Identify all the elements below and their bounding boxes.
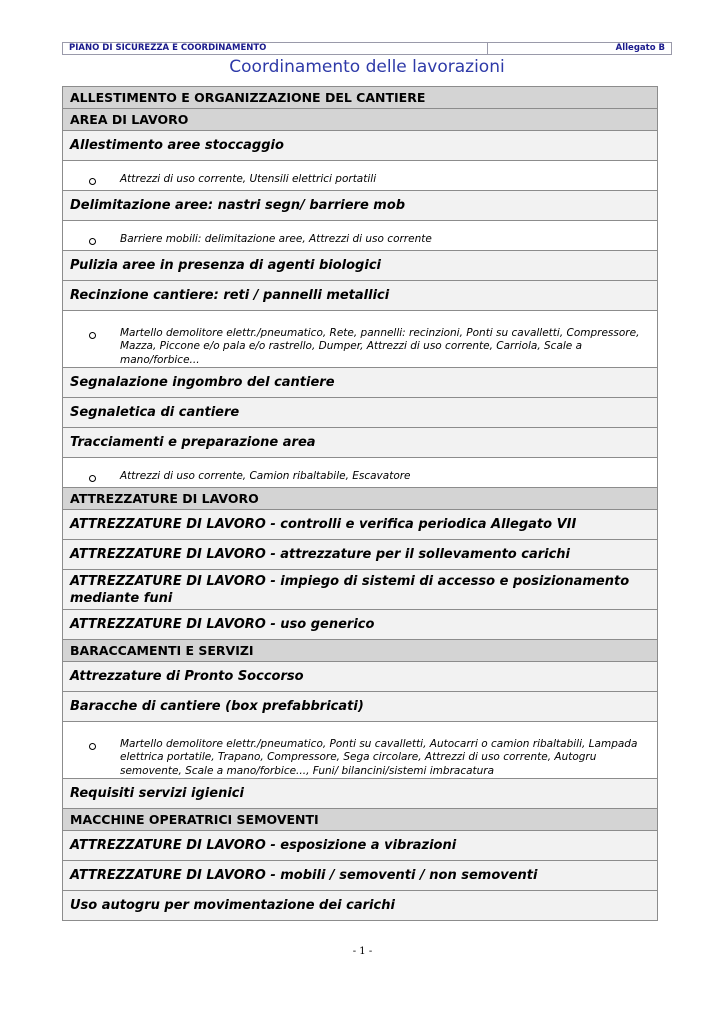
activity-title: ATTREZZATURE DI LAVORO - impiego di sistemi di accesso e posizionamento mediante funi (70, 573, 630, 606)
table-cell (63, 488, 658, 510)
table-cell (63, 131, 658, 161)
table-cell (63, 311, 658, 368)
table-cell (63, 779, 658, 809)
table-cell (63, 809, 658, 831)
page-title: Coordinamento delle lavorazioni (229, 57, 505, 77)
section-header-row (63, 109, 658, 131)
equipment-list-item (70, 738, 650, 779)
table-cell (63, 692, 658, 722)
activity-title: Allestimento aree stoccaggio (70, 138, 284, 153)
activity-row (63, 891, 658, 921)
section-title: ALLESTIMENTO E ORGANIZZAZIONE DEL CANTIERE (70, 90, 426, 105)
activity-title: Segnaletica di cantiere (70, 405, 240, 420)
activity-row (63, 251, 658, 281)
activity-row (63, 692, 658, 722)
activity-title: Attrezzature di Pronto Soccorso (70, 669, 304, 684)
circle-bullet-icon (70, 738, 111, 755)
table-cell (63, 428, 658, 458)
table-cell (63, 662, 658, 692)
activity-title: Delimitazione aree: nastri segn/ barriere mob (70, 198, 406, 213)
table-cell (63, 368, 658, 398)
equipment-list-item (70, 470, 650, 487)
page-header (62, 42, 672, 55)
section-header-row (63, 488, 658, 510)
activity-row (63, 281, 658, 311)
equipment-detail-row (63, 161, 658, 191)
activity-row (63, 191, 658, 221)
activity-row (63, 831, 658, 861)
equipment-list-text: Martello demolitore elettr./pneumatico, Rete, pannelli: recinzioni, Ponti su cavalletti, Compressore, Mazza, Piccone e/o pala e/o rastrello, Dumper, Attrezzi di uso corrente, Carriola, Scale a mano/forbice... (120, 326, 640, 366)
activity-title: ATTREZZATURE DI LAVORO - uso generico (70, 617, 375, 632)
equipment-detail-row (63, 458, 658, 488)
activity-title: ATTREZZATURE DI LAVORO - esposizione a vibrazioni (70, 838, 457, 853)
activity-title: Tracciamenti e preparazione area (70, 435, 316, 450)
table-cell (63, 87, 658, 109)
table-cell (63, 510, 658, 540)
header-document-title: PIANO DI SICUREZZA E COORDINAMENTO (63, 43, 488, 54)
circle-bullet-icon (70, 173, 111, 190)
section-title: AREA DI LAVORO (70, 112, 189, 127)
activity-title: ATTREZZATURE DI LAVORO - controlli e verifica periodica Allegato VII (70, 517, 577, 532)
section-header-row (63, 640, 658, 662)
equipment-list-item (70, 327, 650, 368)
activity-row (63, 510, 658, 540)
circle-bullet-icon (70, 327, 111, 344)
table-cell (63, 281, 658, 311)
table-cell (63, 891, 658, 921)
table-cell (63, 640, 658, 662)
equipment-detail-row (63, 221, 658, 251)
equipment-list-text: Attrezzi di uso corrente, Camion ribaltabile, Escavatore (120, 470, 411, 482)
activity-row (63, 131, 658, 161)
table-cell (63, 221, 658, 251)
activity-row (63, 540, 658, 570)
activity-title: Requisiti servizi igienici (70, 786, 244, 801)
table-cell (63, 861, 658, 891)
section-title: MACCHINE OPERATRICI SEMOVENTI (70, 812, 319, 827)
section-header-row (63, 87, 658, 109)
coordination-table (62, 86, 658, 921)
table-cell (63, 540, 658, 570)
activity-title: ATTREZZATURE DI LAVORO - attrezzature per il sollevamento carichi (70, 547, 571, 562)
table-cell (63, 570, 658, 610)
equipment-detail-row (63, 722, 658, 779)
equipment-list-item (70, 233, 650, 250)
header-attachment-label: Allegato B (615, 43, 665, 53)
equipment-list-text: Martello demolitore elettr./pneumatico, Ponti su cavalletti, Autocarri o camion ribaltabili, Lampada elettrica portatile, Trapano, Compressore, Sega circolare, Attrezzi di uso corrente, Autogru semovente, Scale a mano/forbice..., Funi/ bilancini/sistemi imbracatura (120, 737, 638, 777)
section-title: BARACCAMENTI E SERVIZI (70, 643, 254, 658)
equipment-list-item (70, 173, 650, 190)
table-cell (63, 398, 658, 428)
activity-row (63, 779, 658, 809)
equipment-detail-row (63, 311, 658, 368)
circle-bullet-icon (70, 470, 111, 487)
table-cell (63, 610, 658, 640)
activity-title: Pulizia aree in presenza di agenti biologici (70, 258, 381, 273)
table-cell (63, 458, 658, 488)
activity-title: Segnalazione ingombro del cantiere (70, 375, 335, 390)
activity-row (63, 610, 658, 640)
activity-row (63, 861, 658, 891)
activity-row (63, 398, 658, 428)
table-cell (63, 191, 658, 221)
activity-title: Baracche di cantiere (box prefabbricati) (70, 699, 364, 714)
activity-row (63, 368, 658, 398)
table-cell (63, 831, 658, 861)
table-cell (63, 161, 658, 191)
activity-row (63, 570, 658, 610)
section-title: ATTREZZATURE DI LAVORO (70, 491, 259, 506)
activity-title: ATTREZZATURE DI LAVORO - mobili / semoventi / non semoventi (70, 868, 538, 883)
table-cell (63, 722, 658, 779)
equipment-list-text: Barriere mobili: delimitazione aree, Attrezzi di uso corrente (120, 233, 432, 245)
activity-title: Recinzione cantiere: reti / pannelli metallici (70, 288, 390, 303)
table-cell (63, 109, 658, 131)
page-number: - 1 - (352, 946, 373, 957)
circle-bullet-icon (70, 233, 111, 250)
activity-title: Uso autogru per movimentazione dei carichi (70, 898, 395, 913)
activity-row (63, 428, 658, 458)
section-header-row (63, 809, 658, 831)
table-cell (63, 251, 658, 281)
activity-row (63, 662, 658, 692)
equipment-list-text: Attrezzi di uso corrente, Utensili elettrici portatili (120, 173, 377, 185)
